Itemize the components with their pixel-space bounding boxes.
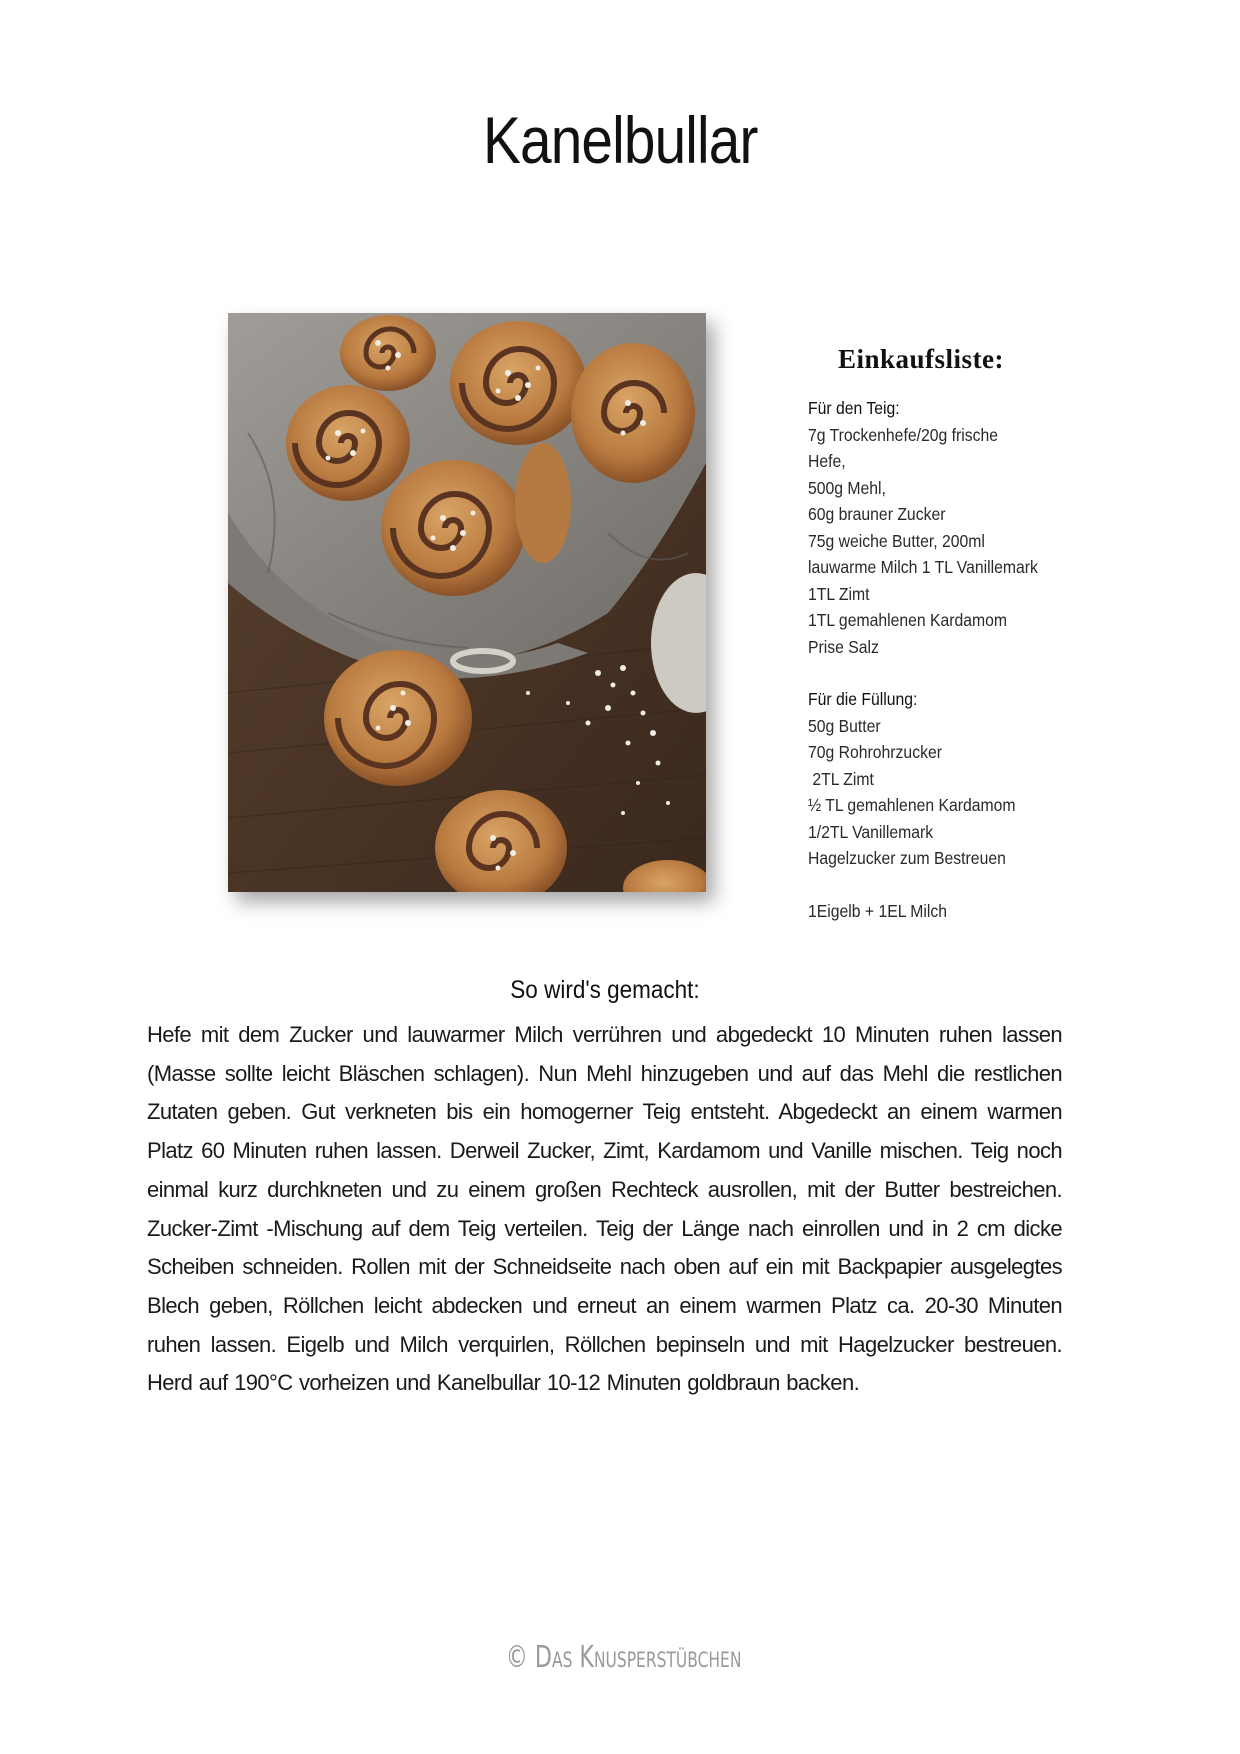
- photo-illustration: [228, 313, 706, 892]
- ingredient-item: 7g Trockenhefe/20g frische: [808, 424, 998, 445]
- shopping-list: [808, 344, 1068, 924]
- ingredient-item: ½ TL gemahlenen Kardamom: [808, 795, 1016, 815]
- method-text: Hefe mit dem Zucker und lauwarmer Milch verrühren und abgedeckt 10 Minuten ruhen lassen (Masse sollte leicht Bläschen schlagen). Nun Mehl hinzugeben und auf das Mehl die restlichen Zutaten geben. Gut verkneten bis ein homogerner Teig entsteht. Abgedeckt an einem warmen Platz 60 Minuten ruhen lassen. Derweil Zucker, Zimt, Kardamom und Vanille mischen. Teig noch einmal kurz durchkneten und zu einem großen Rechteck ausrollen, mit der Butter bestreichen. Zucker-Zimt -Mischung auf dem Teig verteilen. Teig der Länge nach einrollen und in 2 cm dicke Scheiben schneiden. Rollen mit der Schneidseite nach oben auf ein mit Backpapier ausgelegtes Blech geben, Röllchen leicht abdecken und erneut an einem warmen Platz ca. 20-30 Minuten ruhen lassen. Eigelb und Milch verquirlen, Röllchen bepinseln und mit Hagelzucker bestreuen. Herd auf 190°C vorheizen und Kanelbullar 10-12 Minuten goldbraun backen.: [147, 1022, 1062, 1396]
- ingredient-item: Hagelzucker zum Bestreuen: [808, 848, 1006, 868]
- ingredient-item: 70g Rohrohrzucker: [808, 742, 942, 762]
- ingredient-item: 1TL Zimt: [808, 583, 870, 604]
- ingredient-item: 60g brauner Zucker: [808, 504, 946, 524]
- ingredient-item: Prise Salz: [808, 636, 879, 657]
- ingredient-item: Hefe,: [808, 451, 846, 471]
- recipe-title: Kanelbullar: [483, 103, 758, 177]
- ingredient-group-filling: [808, 686, 1068, 872]
- ingredient-group-dough: [808, 395, 1068, 660]
- ingredient-item: 2TL Zimt: [808, 768, 874, 789]
- ingredient-item: 1TL gemahlenen Kardamom: [808, 610, 1008, 630]
- ingredient-item: 1/2TL Vanillemark: [808, 821, 934, 842]
- ingredient-item: lauwarme Milch 1 TL Vanillemark: [808, 557, 1038, 577]
- ingredient-item: 75g weiche Butter, 200ml: [808, 530, 985, 551]
- ingredient-item: 50g Butter: [808, 715, 881, 736]
- ingredient-group-title: Für die Füllung:: [808, 689, 918, 709]
- copyright-footer: © Das Knusperstübchen: [505, 1640, 742, 1675]
- shopping-list-heading: Einkaufsliste:: [838, 344, 1005, 374]
- cinnamon-rolls-photo: [228, 313, 706, 892]
- method-heading: So wird's gemacht:: [510, 976, 700, 1004]
- ingredient-glaze: 1Eigelb + 1EL Milch: [808, 900, 948, 921]
- ingredient-group-title: Für den Teig:: [808, 398, 900, 418]
- ingredient-item: 500g Mehl,: [808, 477, 886, 498]
